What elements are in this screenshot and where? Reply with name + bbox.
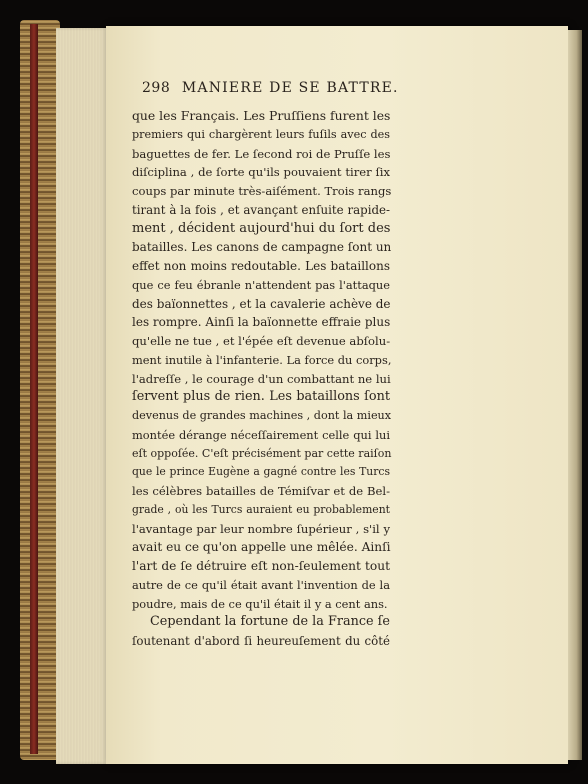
text-line: Cependant la fortune de la France ſe [150,614,390,630]
text-line: l'art de ſe détruire eſt non-ſeulement tout [132,559,390,573]
text-line: des baïonnettes , et la cavalerie achève de [132,296,391,311]
text-line: diſciplina , de ſorte qu'ils pouvaient tirer ſix [132,165,390,180]
text-line: grade , où les Turcs auraient eu probablement [132,502,390,516]
binding-ribbon [30,24,38,754]
text-line: qu'elle ne tue , et l'épée eſt devenue abſolu- [132,334,391,348]
text-line: que le prince Eugène a gagné contre les Turcs [132,465,390,479]
text-line: poudre, mais de ce qu'il était il y a cent ans. [132,596,388,611]
text-line: ſoutenant d'abord ſi heureuſement du côté [132,634,390,648]
text-line: que les Français. Les Pruſſiens furent les [132,108,391,123]
text-line: ſervent plus de rien. Les bataillons ſont [132,389,390,405]
text-line: avait eu ce qu'on appelle une mêlée. Ainſi [132,540,391,555]
text-line: les célèbres batailles de Témiſvar et de Bel- [132,484,390,498]
text-line: l'avantage par leur nombre ſupérieur , s'il y [132,521,390,536]
page-content [132,80,477,651]
text-line: autre de ce qu'il était avant l'invention de la [132,577,390,592]
book-binding [20,20,60,760]
text-line: baguettes de fer. Le ſecond roi de Pruſſe les [132,146,391,161]
text-line: les rompre. Ainſi la baïonnette effraie plus [132,315,391,330]
running-head [142,80,477,96]
text-line: devenus de grandes machines , dont la mieux [132,409,392,422]
page-number: 298 [142,80,171,96]
text-line: l'adreſſe , le courage d'un combattant ne lui [132,371,391,386]
text-line: premiers qui chargèrent leurs fuſils avec des [132,127,390,141]
running-title: MANIERE DE SE BATTRE. [181,80,399,96]
text-line: eſt oppoſée. C'eſt précisément par cette raiſon [132,446,392,460]
text-line: montée dérange néceſſairement celle qui lui [132,427,390,442]
text-line: ment inutile à l'infanterie. La force du corps, [132,352,392,367]
text-line: effet non moins redoutable. Les bataillons [132,259,390,273]
text-line: coups par minute très-aiſément. Trois rangs [132,184,392,198]
text-line: ment , décident aujourd'hui du ſort des [132,220,391,236]
page-stack-edge [56,28,112,764]
text-line: tirant à la fois , et avançant enſuite rapide- [132,202,390,217]
text-line: que ce feu ébranle n'attendent pas l'attaque [132,277,390,292]
body-text [132,107,477,651]
text-line: batailles. Les canons de campagne ſont un [132,240,392,255]
facing-page-edge [568,30,582,760]
